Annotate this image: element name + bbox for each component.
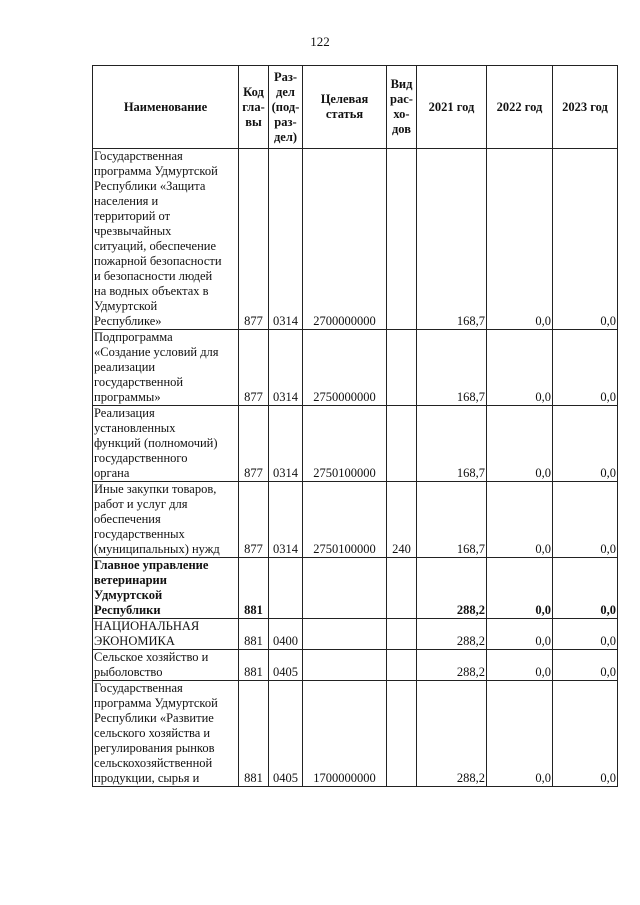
table-row: [93, 650, 618, 681]
text-line: рас-: [390, 92, 413, 106]
cell-y2022: 0,0: [487, 330, 553, 406]
cell-y2022: 0,0: [487, 619, 553, 650]
table-row: [93, 558, 618, 619]
text-line: Государственная: [94, 149, 183, 163]
text-line: Государственная: [94, 681, 183, 695]
column-header-y2021: [417, 66, 487, 149]
text-line: Иные закупки товаров,: [94, 482, 217, 496]
cell-code: 881: [239, 558, 269, 619]
cell-code: 877: [239, 330, 269, 406]
cell-y2023: 0,0: [553, 681, 618, 787]
text-line: пожарной безопасности: [94, 254, 222, 268]
text-line: государственного: [94, 451, 188, 465]
budget-table: [92, 65, 618, 787]
cell-code: 881: [239, 681, 269, 787]
cell-section: 0314: [269, 330, 303, 406]
cell-code: 881: [239, 650, 269, 681]
text-line: государственной: [94, 375, 184, 389]
cell-code: 881: [239, 619, 269, 650]
text-line: «Создание условий для: [94, 345, 219, 359]
cell-section: 0405: [269, 650, 303, 681]
cell-y2022: 0,0: [487, 482, 553, 558]
text-line: государственных: [94, 527, 185, 541]
cell-section: 0314: [269, 482, 303, 558]
cell-exptype: 240: [387, 482, 417, 558]
text-line: программа Удмуртской: [94, 696, 218, 710]
cell-name: [93, 558, 239, 619]
table-row: [93, 619, 618, 650]
cell-section: 0314: [269, 149, 303, 330]
cell-name: [93, 681, 239, 787]
cell-exptype: [387, 149, 417, 330]
table-body: [93, 149, 618, 787]
cell-y2023: 0,0: [553, 619, 618, 650]
cell-y2021: 288,2: [417, 558, 487, 619]
text-line: населения и: [94, 194, 159, 208]
text-line: Вид: [390, 77, 413, 91]
text-line: Код: [243, 84, 264, 99]
table-row: [93, 681, 618, 787]
text-line: на водных объектах в: [94, 284, 209, 298]
cell-y2021: 288,2: [417, 619, 487, 650]
text-line: дел: [276, 84, 295, 99]
column-header-y2023: [553, 66, 618, 149]
text-line: Подпрограмма: [94, 330, 173, 344]
text-line: Реализация: [94, 406, 155, 420]
text-line: ветеринарии: [94, 573, 167, 587]
cell-exptype: [387, 650, 417, 681]
column-header-name: [93, 66, 239, 149]
text-line: ЭКОНОМИКА: [94, 634, 175, 648]
text-line: Республики «Развитие: [94, 711, 214, 725]
cell-target: [303, 558, 387, 619]
cell-exptype: [387, 330, 417, 406]
text-line: обеспечения: [94, 512, 161, 526]
column-header-exptype: [387, 66, 417, 149]
text-line: (под-: [271, 99, 300, 114]
text-line: чрезвычайных: [94, 224, 172, 238]
table-header-row: [93, 66, 618, 149]
cell-name: [93, 406, 239, 482]
text-line: дел): [273, 129, 298, 144]
text-line: органа: [94, 466, 130, 480]
text-line: дов: [391, 122, 411, 136]
cell-exptype: [387, 681, 417, 787]
column-header-section: [269, 66, 303, 149]
text-line: НАЦИОНАЛЬНАЯ: [94, 619, 200, 633]
text-line: (муниципальных) нужд: [94, 542, 220, 556]
table-row: [93, 406, 618, 482]
text-line: 2021 год: [428, 99, 475, 114]
text-line: хо-: [393, 107, 410, 121]
cell-name: [93, 650, 239, 681]
text-line: регулирования рынков: [94, 741, 215, 755]
cell-y2022: 0,0: [487, 558, 553, 619]
text-line: Раз-: [273, 69, 298, 84]
cell-exptype: [387, 406, 417, 482]
cell-y2023: 0,0: [553, 482, 618, 558]
cell-y2021: 288,2: [417, 650, 487, 681]
text-line: сельскохозяйственной: [94, 756, 213, 770]
text-line: Удмуртской: [94, 299, 158, 313]
page-number: 122: [310, 34, 330, 49]
text-line: Республики «Защита: [94, 179, 206, 193]
table-row: [93, 482, 618, 558]
cell-code: 877: [239, 406, 269, 482]
cell-target: [303, 650, 387, 681]
cell-y2023: 0,0: [553, 330, 618, 406]
cell-y2023: 0,0: [553, 558, 618, 619]
text-line: Удмуртской: [94, 588, 163, 602]
text-line: 2023 год: [562, 99, 608, 114]
text-line: сельского хозяйства и: [94, 726, 211, 740]
text-line: Наименование: [123, 99, 208, 114]
cell-exptype: [387, 558, 417, 619]
cell-exptype: [387, 619, 417, 650]
cell-target: 2750100000: [303, 406, 387, 482]
text-line: Целевая: [320, 92, 369, 106]
cell-section: 0405: [269, 681, 303, 787]
text-line: функций (полномочий): [94, 436, 218, 450]
text-line: территорий от: [94, 209, 171, 223]
text-line: продукции, сырья и: [94, 771, 200, 785]
text-line: программы»: [94, 390, 161, 404]
cell-y2022: 0,0: [487, 650, 553, 681]
text-line: раз-: [274, 114, 297, 129]
text-line: Республики: [94, 603, 161, 617]
table-row: [93, 330, 618, 406]
text-line: работ и услуг для: [94, 497, 188, 511]
column-header-y2022: [487, 66, 553, 149]
cell-section: [269, 558, 303, 619]
text-line: вы: [245, 114, 262, 129]
cell-y2022: 0,0: [487, 681, 553, 787]
cell-section: 0314: [269, 406, 303, 482]
text-line: рыболовство: [94, 665, 163, 679]
cell-name: [93, 149, 239, 330]
cell-y2021: 168,7: [417, 330, 487, 406]
cell-y2021: 288,2: [417, 681, 487, 787]
text-line: установленных: [94, 421, 176, 435]
cell-target: 2750000000: [303, 330, 387, 406]
cell-target: [303, 619, 387, 650]
table-row: [93, 149, 618, 330]
cell-y2021: 168,7: [417, 406, 487, 482]
cell-name: [93, 330, 239, 406]
cell-code: 877: [239, 482, 269, 558]
column-header-code: [239, 66, 269, 149]
cell-target: 2700000000: [303, 149, 387, 330]
cell-y2022: 0,0: [487, 406, 553, 482]
text-line: 2022 год: [496, 99, 543, 114]
cell-y2022: 0,0: [487, 149, 553, 330]
cell-target: 1700000000: [303, 681, 387, 787]
text-line: Сельское хозяйство и: [94, 650, 209, 664]
text-line: реализации: [94, 360, 156, 374]
cell-name: [93, 619, 239, 650]
cell-name: [93, 482, 239, 558]
cell-y2021: 168,7: [417, 482, 487, 558]
cell-y2023: 0,0: [553, 650, 618, 681]
text-line: Главное управление: [94, 558, 209, 572]
text-line: гла-: [242, 99, 265, 114]
text-line: ситуаций, обеспечение: [94, 239, 217, 253]
text-line: и безопасности людей: [94, 269, 213, 283]
cell-section: 0400: [269, 619, 303, 650]
cell-y2023: 0,0: [553, 406, 618, 482]
text-line: программа Удмуртской: [94, 164, 218, 178]
column-header-target: [303, 66, 387, 149]
cell-code: 877: [239, 149, 269, 330]
cell-y2021: 168,7: [417, 149, 487, 330]
cell-y2023: 0,0: [553, 149, 618, 330]
cell-target: 2750100000: [303, 482, 387, 558]
text-line: статья: [325, 107, 364, 121]
text-line: Республике»: [94, 314, 162, 328]
